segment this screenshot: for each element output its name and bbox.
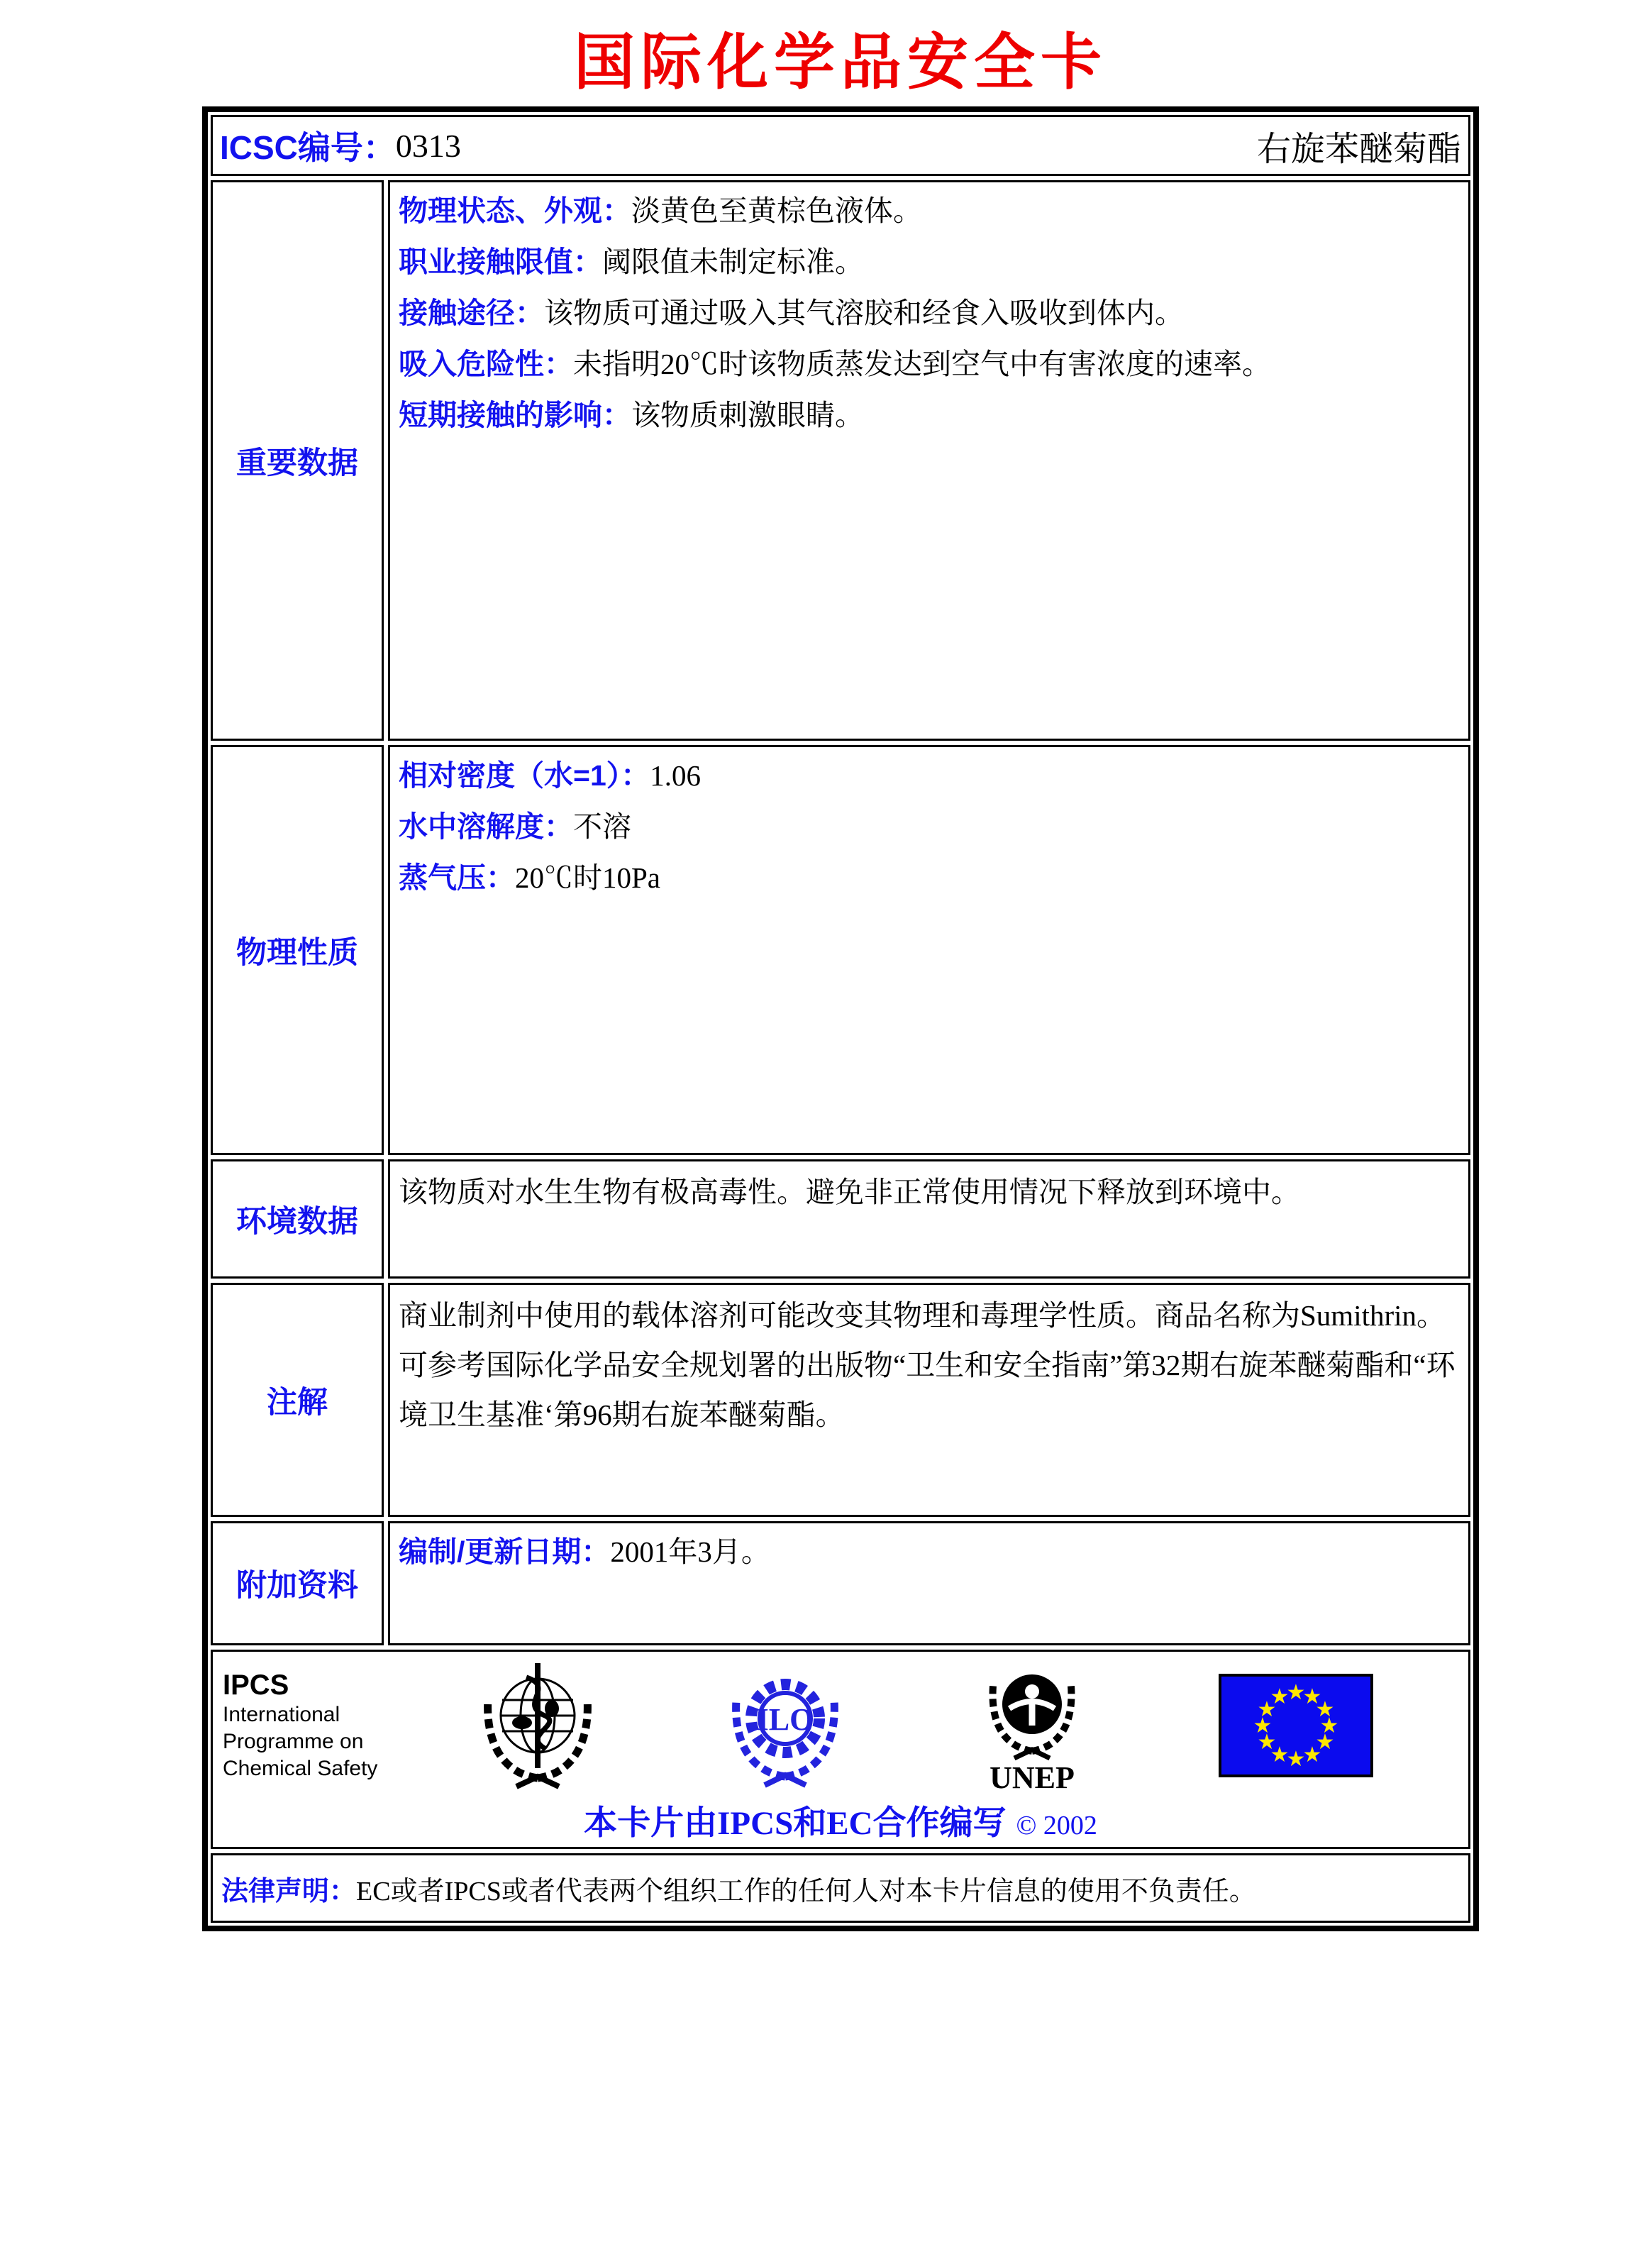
section-label-important-data: 重要数据 <box>211 180 384 741</box>
section-label-notes: 注解 <box>211 1283 384 1517</box>
field-line <box>399 236 1460 287</box>
section-content-notes <box>388 1283 1470 1517</box>
legal-text: EC或者IPCS或者代表两个组织工作的任何人对本卡片信息的使用不负责任。 <box>356 1876 1256 1906</box>
section-label-physical-properties: 物理性质 <box>211 745 384 1155</box>
section-content-environmental-data <box>388 1159 1470 1279</box>
field-line <box>399 801 1460 852</box>
field-label: 物理状态、外观： <box>399 194 631 227</box>
svg-text:★: ★ <box>1319 1713 1339 1738</box>
ilo-logo-text: ILO <box>756 1702 814 1737</box>
header-row <box>211 115 1470 176</box>
field-value: 该物质可通过吸入其气溶胶和经食入吸收到体内。 <box>544 297 1184 329</box>
svg-text:★: ★ <box>1257 1730 1277 1755</box>
section-content-additional-information <box>388 1521 1470 1645</box>
field-value: 该物质刺激眼睛。 <box>631 399 864 431</box>
ipcs-name-line: International <box>223 1703 340 1726</box>
legal-row <box>211 1853 1470 1923</box>
svg-text:★: ★ <box>1315 1697 1335 1722</box>
field-label: 短期接触的影响： <box>399 399 631 431</box>
ipcs-text-block <box>223 1669 436 1782</box>
field-value: 20℃时10Pa <box>515 861 660 894</box>
section-text: 该物质对水生生物有极高毒性。避免非正常使用情况下释放到环境中。 <box>399 1176 1300 1208</box>
svg-text:★: ★ <box>1257 1697 1277 1722</box>
field-value: 2001年3月。 <box>610 1535 770 1568</box>
who-logo-icon <box>475 1657 600 1794</box>
field-line <box>399 287 1460 338</box>
field-line <box>399 185 1460 236</box>
chemical-name: 右旋苯醚菊酯 <box>1256 130 1461 168</box>
field-label: 水中溶解度： <box>399 810 573 843</box>
section-content-important-data <box>388 180 1470 741</box>
legal-label: 法律声明： <box>221 1876 357 1906</box>
field-value: 阈限值未制定标准。 <box>602 245 864 278</box>
ilo-logo-icon <box>719 1662 851 1789</box>
section-row-additional-information <box>211 1521 1470 1645</box>
credit-text: 本卡片由IPCS和EC合作编写 <box>584 1805 1007 1842</box>
icsc-card-table <box>202 106 1479 1931</box>
svg-text:★: ★ <box>1253 1713 1273 1738</box>
field-label: 接触途径： <box>399 297 544 329</box>
section-row-environmental-data <box>211 1159 1470 1279</box>
field-value: 不溶 <box>573 810 631 843</box>
section-label-additional-information: 附加资料 <box>211 1521 384 1645</box>
legal-cell <box>211 1853 1470 1923</box>
copyright-text: © 2002 <box>1016 1811 1097 1840</box>
section-content-physical-properties <box>388 745 1470 1155</box>
svg-text:★: ★ <box>1286 1680 1306 1705</box>
field-line <box>399 1526 1460 1577</box>
field-label: 相对密度（水=1）： <box>399 759 650 792</box>
unep-logo-icon <box>973 1657 1091 1794</box>
section-label-environmental-data: 环境数据 <box>211 1159 384 1279</box>
svg-text:★: ★ <box>1302 1743 1322 1767</box>
svg-text:★: ★ <box>1286 1747 1306 1772</box>
svg-text:★: ★ <box>1315 1730 1335 1755</box>
field-line <box>399 390 1460 441</box>
icsc-number-value: 0313 <box>395 127 461 164</box>
ipcs-acronym: IPCS <box>223 1669 289 1701</box>
unep-logo-text: UNEP <box>989 1760 1075 1794</box>
logos-cell <box>211 1650 1470 1849</box>
section-row-notes <box>211 1283 1470 1517</box>
section-text: 商业制剂中使用的载体溶剂可能改变其物理和毒理学性质。商品名称为Sumithrin。可参考国际化学品安全规划署的出版物“卫生和安全指南”第32期右旋苯醚菊酯和“环境卫生基准‘第96期右旋苯醚菊酯。 <box>399 1299 1456 1431</box>
eu-flag-icon <box>1219 1674 1373 1777</box>
field-label: 吸入危险性： <box>399 348 573 380</box>
field-line <box>399 338 1460 390</box>
page-title: 国际化学品安全卡 <box>574 28 1107 96</box>
field-label: 职业接触限值： <box>399 245 602 278</box>
logos-row <box>211 1650 1470 1849</box>
svg-text:★: ★ <box>1270 1743 1290 1767</box>
field-label: 编制/更新日期： <box>399 1535 611 1568</box>
field-value: 1.06 <box>650 759 701 792</box>
credit-line <box>223 1796 1458 1844</box>
ipcs-name-line: Chemical Safety <box>223 1757 378 1780</box>
section-row-important-data <box>211 180 1470 741</box>
logos-line <box>223 1657 1458 1794</box>
svg-text:★: ★ <box>1270 1684 1290 1709</box>
header-cell <box>211 115 1470 176</box>
svg-text:★: ★ <box>1302 1684 1322 1709</box>
ipcs-name-line: Programme on <box>223 1730 364 1753</box>
field-line <box>399 750 1460 801</box>
field-value: 未指明20℃时该物质蒸发达到空气中有害浓度的速率。 <box>573 348 1271 380</box>
icsc-number-label: ICSC编号： <box>220 129 396 166</box>
icsc-number-group <box>220 122 461 169</box>
field-line <box>399 852 1460 903</box>
section-row-physical-properties <box>211 745 1470 1155</box>
field-value: 淡黄色至黄棕色液体。 <box>631 194 922 227</box>
field-label: 蒸气压： <box>399 861 515 894</box>
